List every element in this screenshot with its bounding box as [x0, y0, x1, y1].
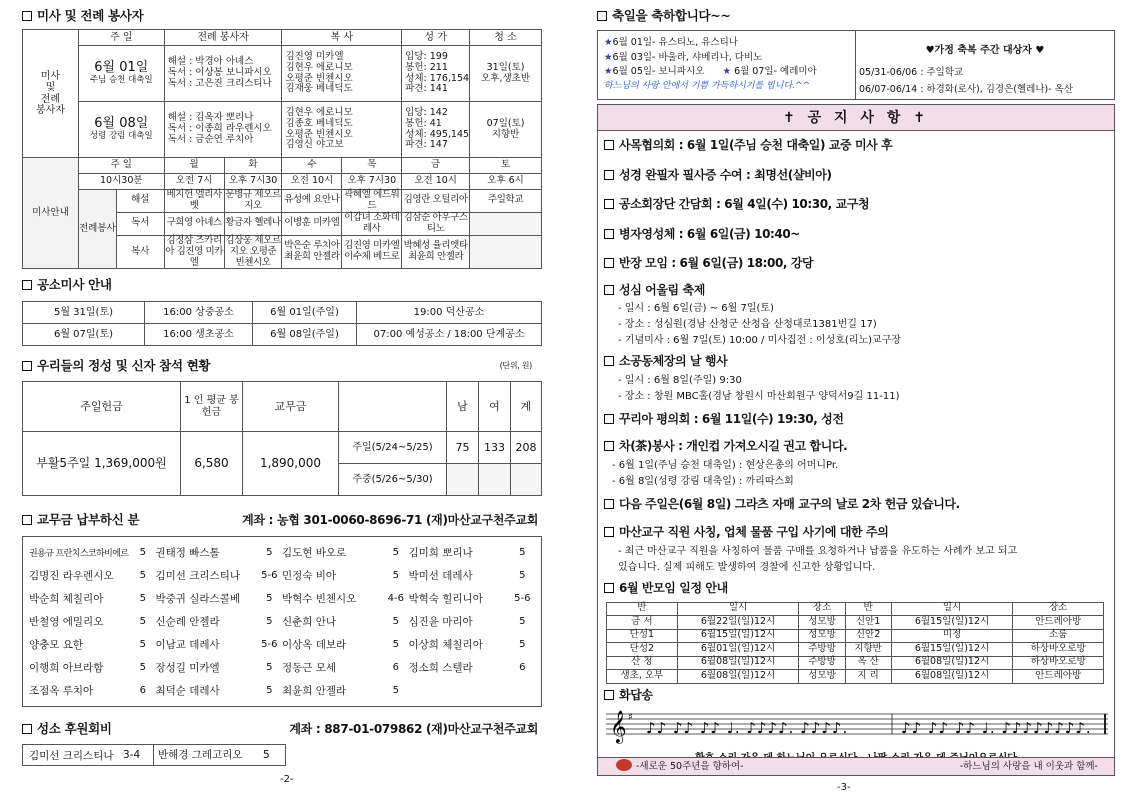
meeting-row [607, 656, 1104, 670]
notice-item: 꾸리아 평의회 : 6월 11일(수) 19:30, 성전 [598, 405, 1114, 435]
sponsor-name: 김미선 크리스티나 [29, 749, 114, 762]
notice-item: 6월 반모임 일정 안내 [598, 576, 1114, 600]
bday-section-title: 축일을 축하합니다~~ [597, 6, 1115, 26]
donor-months: 5 [266, 547, 273, 559]
donor-months: 5 [266, 685, 273, 697]
donor-name: 김도현 바오로 [282, 547, 347, 560]
meeting-header: 장소 [1013, 602, 1104, 616]
donor-name: 김미선 크리스티나 [155, 570, 240, 583]
meeting-cell: 주방방 [799, 656, 845, 670]
donor-months: 5 [139, 593, 147, 605]
mass-section-title: 공소미사 안내 [22, 275, 542, 295]
col-header: 성 가 [402, 30, 470, 46]
notes-icon: ♪♪ ♪♪ ♪♪ ♩. ♪♪♪♪♪♪♪♪. [901, 718, 1092, 737]
meeting-header: 반 [845, 602, 891, 616]
donor-months: 5 [266, 593, 273, 605]
donor-months: 5-6 [514, 593, 531, 605]
mass-guide-label: 미사안내 [23, 158, 79, 269]
page-right [597, 0, 1115, 799]
total-count: 208 [511, 432, 542, 464]
meeting-row [607, 643, 1104, 657]
meeting-cell: 지 리 [845, 670, 891, 684]
sponsor-list [22, 744, 286, 766]
avg-offering: 6,580 [181, 432, 243, 496]
notice-item: 마산교구 직원 사칭, 업체 물품 구입 사기에 대한 주의 [598, 520, 1114, 544]
family-title: ♥가정 축복 주간 대상자 ♥ [925, 45, 1045, 56]
notice-title: ✝ 공 지 사 항 ✝ [598, 105, 1114, 131]
psalm-score [606, 706, 1106, 762]
servers-cell: 김현우 에로니모 김종호 베네딕도 오평준 빈첸시오 김영신 야고보 [282, 102, 402, 158]
donor-months: 5 [392, 685, 400, 697]
mass-cell: 6월 07일(토) [23, 324, 145, 346]
notice-item: 반장 모임 : 6월 6일(금) 18:00, 강당 [598, 249, 1114, 279]
donor-name: 박혁수 빈첸시오 [282, 593, 357, 606]
notice-detail: 있습니다. 실제 피해도 발생하여 경찰에 신고한 상황입니다. [618, 561, 876, 573]
meeting-cell: 6월15일(일)12시 [891, 616, 1013, 630]
day-header: 화 [224, 158, 282, 174]
donor-months: 5 [392, 639, 400, 651]
meeting-cell: 6월08일(일)12시 [891, 670, 1013, 684]
grid-cell: 유성예 요안나 [282, 190, 342, 213]
col-header: 주 일 [78, 30, 164, 46]
clean-cell: 31일(토) 오후,생초반 [470, 46, 542, 102]
time-cell: 오전 10시 [402, 174, 470, 190]
grid-cell: 박은순 루치아 최윤희 안젤라 [282, 235, 342, 269]
meeting-header: 일시 [677, 602, 799, 616]
empty-cell [470, 235, 542, 269]
hymns-cell: 입당: 142 봉헌: 41 성체: 495,145 파견: 147 [402, 102, 470, 158]
donor-months: 5 [392, 570, 400, 582]
notice-item: 성심 어울림 축제 [598, 279, 1114, 301]
feast-list: ★6월 01일- 유스티노, 유스티나 ★6월 03일- 바울라, 샤베리나, 다비노 ★6월 05일- 보니파시오 ★ 6월 07일- 예레미아 하느님의 사랑 안에서 기쁨 가득하시기를 빕니다.^^ [598, 31, 856, 99]
time-cell: 오후 7시30 [342, 174, 402, 190]
donor-months: 5 [139, 547, 147, 559]
weekly-mass-table [22, 157, 542, 269]
meeting-cell: 옥 산 [845, 656, 891, 670]
notice-item: 공소회장단 간담회 : 6월 4일(수) 10:30, 교구청 [598, 190, 1114, 220]
meeting-cell: 성모방 [799, 670, 845, 684]
donor-months: 5 [266, 662, 273, 674]
meeting-cell: 안드레아방 [1013, 670, 1104, 684]
mass-cell: 19:00 덕산공소 [357, 302, 542, 324]
music-staff [606, 706, 1108, 746]
time-cell: 오전 10시 [282, 174, 342, 190]
unit-note: (단위, 원) [499, 361, 532, 371]
grid-cell: 구희영 아녜스 [164, 212, 224, 235]
meeting-cell: 안드레아방 [1013, 616, 1104, 630]
family-line: 05/31-06/06 : 주일학교 [859, 67, 964, 78]
offering-table [22, 381, 542, 496]
meeting-cell: 미정 [891, 629, 1013, 643]
mass-cell: 16:00 생초공소 [145, 324, 253, 346]
notice-item: 소공동체장의 날 행사 [598, 349, 1114, 373]
day-header: 토 [470, 158, 542, 174]
donor-name: 최윤희 안젤라 [282, 685, 347, 698]
grid-cell: 곽혜엘 에드워드 [342, 190, 402, 213]
meeting-cell: 신안2 [845, 629, 891, 643]
stat-section-title: 우리들의 정성 및 신자 참석 현황 (단위, 원) [22, 356, 542, 376]
donor-months: 6 [392, 662, 400, 674]
star-icon: ★ [604, 66, 613, 77]
donor-months: 6 [139, 685, 147, 697]
donor-name: 권용규 프란치스코하비에르 [29, 549, 129, 560]
serve-date-cell: 6월 08일 성령 강림 대축일 [78, 102, 164, 158]
star-icon: ★ [604, 51, 613, 63]
donor-account: 계좌 : 농협 301-0060-8696-71 (재)마산교구천주교회 [242, 513, 538, 528]
meeting-cell: 6월01일(일)12시 [677, 643, 799, 657]
serve-section-title: 미사 및 전례 봉사자 [22, 6, 542, 26]
sponsor-name: 반해경 그레고리오 [153, 744, 263, 766]
star-icon: ★ [604, 37, 613, 48]
col-header: 청 소 [470, 30, 542, 46]
meeting-cell: 신안1 [845, 616, 891, 630]
empty-cell [511, 464, 542, 496]
stat-header: 교무금 [243, 382, 339, 432]
donor-name: 정동근 모세 [282, 662, 337, 675]
donor-name: 이상옥 데보라 [282, 639, 347, 652]
donor-name: 박미선 데레사 [408, 570, 473, 583]
time-cell: 오전 7시 [164, 174, 224, 190]
role-label: 해설 [116, 190, 164, 213]
bday-box [597, 30, 1115, 100]
donor-name: 이상희 체칠리아 [408, 639, 483, 652]
donor-name: 정소희 스텔라 [408, 662, 473, 675]
stat-header: 여 [479, 382, 511, 432]
donor-section-title: 교무금 납부하신 분 계좌 : 농협 301-0060-8696-71 (재)마산교구천주교회 [22, 510, 542, 530]
donor-months: 5 [519, 616, 526, 628]
meeting-cell: 금 서 [607, 616, 678, 630]
notice-box [597, 104, 1115, 776]
donor-name: 신춘희 안나 [282, 616, 337, 629]
meeting-cell: 6월08일(일)12시 [891, 656, 1013, 670]
notice-item: 다음 주일은(6월 8일) 그라츠 자매 교구의 날로 2차 헌금 있습니다. [598, 490, 1114, 520]
jubilee-logo-icon [616, 759, 632, 771]
meeting-header: 장소 [799, 602, 845, 616]
grid-cell: 김상웅 제오르지오 오평준 빈첸시오 [225, 234, 281, 268]
meeting-cell: 하상바오로방 [1013, 656, 1104, 670]
grid-cell: 김영란 오틸리아 [402, 190, 470, 213]
donor-name: 권태정 빠스톨 [155, 547, 220, 560]
mass-cell: 6월 08일(주일) [253, 324, 357, 346]
sponsor-section-title: 성소 후원회비 계좌 : 887-01-079862 (재)마산교구천주교회 [22, 719, 542, 739]
family-blessing [856, 31, 1114, 99]
sponsor-months: 3-4 [123, 749, 141, 762]
footer-right: -하느님의 사랑을 내 이웃과 함께- [959, 761, 1098, 772]
grid-cell: 김삼순 아우구스티노 [403, 211, 468, 234]
meeting-cell: 지향반 [845, 643, 891, 657]
donor-name: 박중귀 실라스콜베 [155, 593, 240, 606]
serve-date-cell: 6월 01일 주님 승천 대축일 [78, 46, 164, 102]
meeting-row [607, 616, 1104, 630]
meeting-row [607, 629, 1104, 643]
meeting-row [607, 670, 1104, 684]
stat-header-blank [339, 382, 447, 432]
grid-cell: 문병규 제오르지오 [225, 189, 281, 211]
donor-months: 5 [392, 547, 400, 559]
donor-name: 김미희 뽀리나 [408, 547, 473, 560]
serve-table [22, 29, 542, 158]
stat-header: 계 [511, 382, 542, 432]
day-header: 수 [282, 158, 342, 174]
donor-row [29, 633, 535, 656]
grid-cell: 박혜성 율리엣타 최윤희 안젤라 [402, 235, 470, 269]
meeting-cell: 생초, 오부 [607, 670, 678, 684]
donor-row [29, 587, 535, 610]
meeting-cell: 하상바오로방 [1013, 643, 1104, 657]
page-left [22, 0, 542, 799]
notice-detail: - 일시 : 6월 8일(주일) 9:30 [618, 374, 742, 386]
meeting-header: 반 [607, 602, 678, 616]
donor-row [29, 610, 535, 633]
donor-months: 6 [519, 662, 526, 674]
servers-cell: 김진영 미카엘 김현우 에로니모 오평준 빈첸시오 김재웅 베네딕도 [282, 46, 402, 102]
clean-cell: 07일(토) 지향반 [470, 102, 542, 158]
donor-name: 김명진 라우렌시오 [29, 570, 114, 583]
col-header: 전례 봉사자 [164, 30, 282, 46]
col-header: 복 사 [282, 30, 402, 46]
donor-name: 최덕순 데레사 [155, 685, 220, 698]
liturgy-cell: 해설 : 김옥자 뽀리나 독서 : 이종희 라우렌시오 독서 : 금순연 루치아 [164, 102, 282, 158]
donor-months: 5 [519, 570, 526, 582]
time-cell: 오후 7시30 [224, 174, 282, 190]
meeting-header: 일시 [891, 602, 1013, 616]
donor-name: 이행희 아브라함 [29, 662, 104, 675]
donor-name: 이남교 데레사 [155, 639, 220, 652]
donor-months: 5-6 [261, 570, 278, 582]
donor-name: 양충모 요한 [29, 639, 84, 652]
stat-header: 1 인 평균 봉헌금 [181, 382, 243, 432]
day-header: 금 [402, 158, 470, 174]
notice-detail: - 6월 1일(주님 승천 대축일) : 현상은총의 어머니Pr. [612, 460, 839, 471]
meeting-cell: 6월08일(일)12시 [677, 670, 799, 684]
tithe-total: 1,890,000 [243, 432, 339, 496]
mass-cell: 16:00 상중공소 [145, 302, 253, 324]
empty-cell [470, 212, 542, 235]
stat-header: 주일헌금 [23, 382, 181, 432]
day-header: 목 [342, 158, 402, 174]
meeting-cell: 주방방 [799, 643, 845, 657]
time-cell: 오후 6시 [470, 174, 542, 190]
men-count: 75 [447, 432, 479, 464]
donor-list [22, 536, 542, 707]
day-header: 주 일 [78, 158, 164, 174]
empty-cell [447, 464, 479, 496]
mass-cell: 07:00 예성공소 / 18:00 단계공소 [357, 324, 542, 346]
mission-mass-table [22, 301, 542, 346]
meeting-cell: 6월08일(일)12시 [677, 656, 799, 670]
page-number-right: -3- [837, 782, 851, 793]
role-label: 독서 [116, 212, 164, 235]
grid-cell: 베지헌 엘리사벳 [164, 190, 224, 213]
liturgy-cell: 해설 : 박경아 아녜스 독서 : 이상봉 보니파시오 독서 : 고은진 크리스티나 [164, 46, 282, 102]
notice-item: 성경 완필자 필사증 수여 : 최명선(샬비아) [598, 161, 1114, 191]
donor-months: 5 [139, 616, 147, 628]
family-line: 06/07-06/14 : 하경화(로사), 김경은(헬레나)- 옥산 [859, 84, 1074, 95]
sunday-range: 주일(5/24~5/25) [339, 432, 447, 464]
donor-name: 신순례 안젤라 [155, 616, 220, 629]
donor-months: 5 [392, 616, 400, 628]
meeting-cell: 6월15일(일)12시 [891, 643, 1013, 657]
donor-row [29, 564, 535, 587]
notice-item: 차(茶)봉사 : 개인컵 가져오시길 권고 합니다. [598, 434, 1114, 458]
grid-cell: 김진영 미카엘 이수체 베드로 [342, 235, 402, 269]
notice-detail: - 일시 : 6월 6일(금) ~ 6월 7일(토) [618, 302, 774, 314]
meeting-cell: 단성2 [607, 643, 678, 657]
meeting-cell: 성모방 [799, 616, 845, 630]
donor-name: 심진윤 마리아 [408, 616, 473, 629]
grid-cell: 이병훈 미카엘 [282, 212, 342, 235]
notice-detail: - 6월 8일(성령 강림 대축일) : 까리따스회 [612, 476, 794, 487]
donor-months: 5-6 [261, 639, 278, 651]
notes-icon: ♪♪ ♪♪ ♪♪ ♩. ♪♪♪♪. ♪♪♪♪. [646, 718, 849, 737]
treble-clef-icon: 𝄞 [610, 709, 627, 743]
donor-name: 반철영 에밀리오 [29, 616, 104, 629]
role-label: 복사 [116, 235, 164, 269]
blessing-text: 하느님의 사랑 안에서 기쁨 가득하시기를 빕니다.^^ [604, 80, 811, 91]
notice-detail: - 장소 : 창원 MBC홀(경남 창원시 마산회원구 양덕서9길 11-11) [618, 390, 900, 402]
mass-cell: 5월 31일(토) [23, 302, 145, 324]
meeting-cell: 산 청 [607, 656, 678, 670]
serve-side-label: 미사 및 전례 봉사자 [23, 30, 79, 158]
star-icon: ★ [722, 66, 732, 77]
page-number-left: -2- [280, 774, 294, 785]
sunday-offering: 부활5주일 1,369,000원 [23, 432, 181, 496]
stat-header: 남 [447, 382, 479, 432]
donor-months: 5 [139, 570, 147, 582]
hymns-cell: 입당: 199 봉헌: 211 성체: 176,154 파견: 141 [402, 46, 470, 102]
meeting-cell: 단성1 [607, 629, 678, 643]
meeting-cell: 6월15일(일)12시 [677, 629, 799, 643]
day-header: 월 [164, 158, 224, 174]
sponsor-account: 계좌 : 887-01-079862 (재)마산교구천주교회 [289, 722, 538, 737]
empty-cell [479, 464, 511, 496]
donor-name: 장성길 미카엘 [155, 662, 220, 675]
meeting-table [606, 602, 1104, 684]
donor-row [29, 541, 535, 564]
donor-name: 민정숙 비아 [282, 570, 337, 583]
notice-detail: - 장소 : 성심원(경남 산청군 산청읍 산청대로1381번길 17) [618, 318, 877, 330]
grid-cell: 김정삼 즈카리아 김진영 미카엘 [165, 234, 224, 268]
donor-name: 조점옥 루치아 [29, 685, 94, 698]
donor-name: 박순희 체칠리아 [29, 593, 104, 606]
donor-months: 4-6 [387, 593, 405, 605]
women-count: 133 [479, 432, 511, 464]
grid-cell: 황금자 헬레나 [224, 212, 282, 235]
donor-months: 5 [139, 662, 147, 674]
notice-item: 화답송 [598, 684, 1114, 706]
notice-detail: - 기념미사 : 6월 7일(토) 10:00 / 미사집전 : 이성호(리노)교구장 [618, 334, 902, 346]
time-cell: 10시30분 [78, 174, 164, 190]
grid-cell: 이갑녀 소화데레사 [342, 212, 402, 235]
sponsor-months: 5 [263, 749, 270, 762]
sharp-icon: ♯ [628, 711, 633, 723]
donor-months: 5 [139, 639, 147, 651]
meeting-cell: 성모방 [799, 629, 845, 643]
notice-footer: -새로운 50주년을 향하여- -하느님의 사랑을 내 이웃과 함께- [598, 757, 1114, 775]
donor-months: 5 [519, 639, 526, 651]
donor-row [29, 679, 535, 702]
meeting-cell: 소룸 [1013, 629, 1104, 643]
liturgy-serve-label: 전례봉사 [78, 190, 116, 269]
donor-months: 5 [266, 616, 273, 628]
notice-item: 사목협의회 : 6월 1일(주님 승천 대축일) 교중 미사 후 [598, 131, 1114, 161]
weekday-range: 주중(5/26~5/30) [339, 464, 447, 496]
donor-row [29, 656, 535, 679]
grid-cell: 주일학교 [470, 190, 542, 213]
donor-months: 5 [519, 547, 526, 559]
notice-item: 병자영성체 : 6월 6일(금) 10:40~ [598, 220, 1114, 250]
notice-detail: - 최근 마산교구 직원을 사칭하여 물품 구매를 요청하거나 납품을 유도하는 사례가 보고 되고 [618, 545, 1018, 557]
mass-cell: 6월 01일(주일) [253, 302, 357, 324]
meeting-cell: 6월22일(일)12시 [677, 616, 799, 630]
donor-name: 박혁숙 힐리니아 [408, 593, 483, 606]
